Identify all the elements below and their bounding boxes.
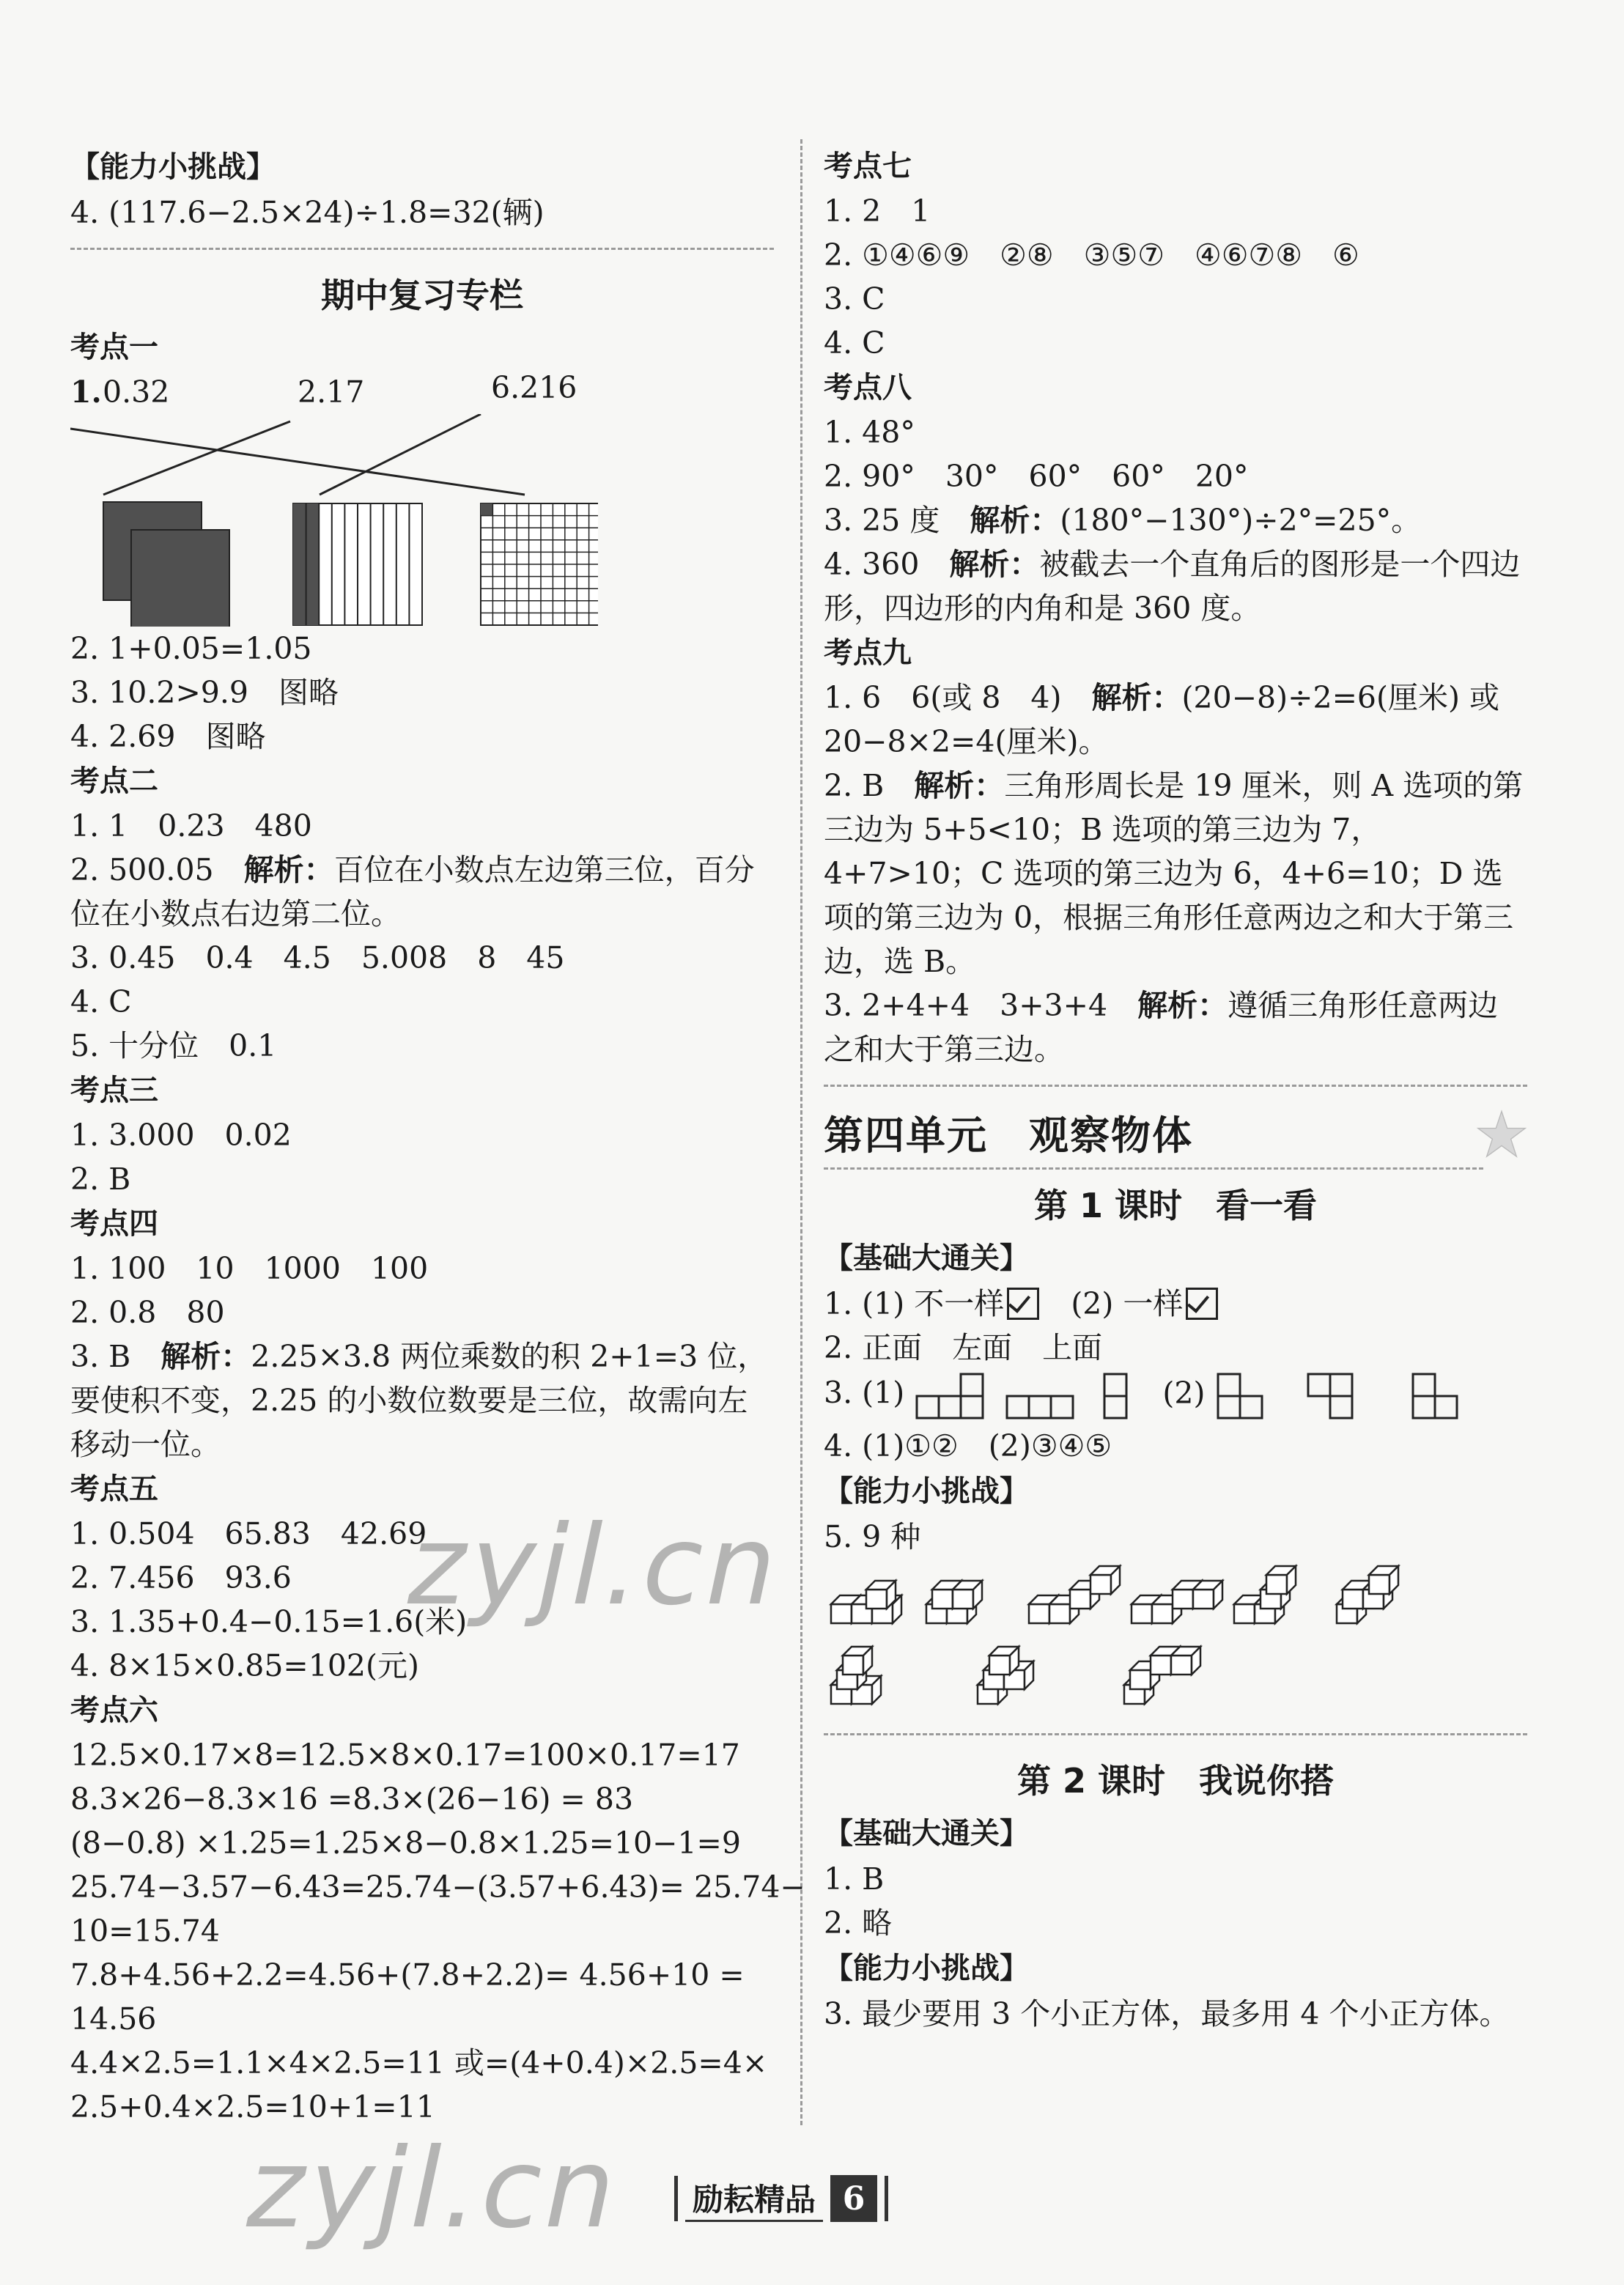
arrangement-2: [926, 1581, 982, 1623]
kd1-title: 考点一: [70, 331, 158, 364]
kd8-q2: 2. 90° 30° 60° 60° 20°: [824, 459, 1249, 494]
page-number: 6: [830, 2175, 877, 2222]
kd5-q4: 4. 8×15×0.85=102(元): [70, 1648, 420, 1683]
analysis-label: 解析：: [243, 852, 334, 887]
lesson1-basic-label: 【基础大通关】: [824, 1241, 1029, 1275]
kd1-q3: 3. 10.2>9.9 图略: [70, 675, 339, 710]
q-number: 1.: [70, 374, 102, 410]
kd6-line: 10=15.74: [70, 1913, 220, 1949]
kd4-q3: [70, 1335, 774, 1466]
kd6-line: 4.4×2.5=1.1×4×2.5=11 或=(4+0.4)×2.5=4×: [70, 2045, 768, 2081]
unit-underline: [824, 1167, 1483, 1170]
kd6-line: 7.8+4.56+2.2=4.56+(7.8+2.2)= 4.56+10 =: [70, 1957, 745, 1993]
analysis-text: 被截去一个直角后的图形是一个四边形，四边形的内角和是 360 度。: [824, 547, 1521, 626]
kd6-line: (8−0.8) ×1.25=1.25×8−0.8×1.25=10−1=9: [70, 1826, 741, 1861]
lesson2-q3: 3. 最少要用 3 个小正方体，最多用 4 个小正方体。: [824, 1996, 1510, 2031]
analysis-label: 解析：: [160, 1339, 251, 1374]
matching-figure: [70, 414, 598, 627]
analysis-label: 解析：: [1137, 988, 1228, 1023]
analysis-label: 解析：: [914, 768, 1005, 803]
q1-part2: (2) 一样: [1071, 1286, 1184, 1321]
kd6-line: 14.56: [70, 2001, 157, 2037]
view-shape-5: [1305, 1370, 1386, 1421]
value-2-17: 2.17: [298, 374, 365, 410]
kd5-q1: 1. 0.504 65.83 42.69: [70, 1516, 427, 1551]
section-divider: [824, 1733, 1527, 1735]
answer: 2. B: [824, 768, 915, 803]
cube-arrangements-figure: [824, 1559, 1498, 1713]
kd2-q2: [70, 848, 774, 936]
analysis-label: 解析：: [949, 547, 1040, 582]
kd9-q3: [824, 983, 1527, 1071]
kd2-q5: 5. 十分位 0.1: [70, 1028, 277, 1063]
lesson2-challenge-label: 【能力小挑战】: [824, 1952, 1029, 1985]
lesson2-basic-label: 【基础大通关】: [824, 1817, 1029, 1850]
kd2-q1: 1. 1 0.23 480: [70, 808, 312, 844]
value-0-32: 0.32: [103, 374, 170, 410]
analysis-text: (20−8)÷2=6(厘米) 或 20−8×2=4(厘米)。: [824, 680, 1500, 759]
hundredths-grid: [481, 503, 598, 625]
answer: 3. 2+4+4 3+3+4: [824, 988, 1138, 1023]
section-divider: [824, 1085, 1527, 1087]
lesson1-q1: [824, 1282, 1527, 1326]
q3-part1: 3. (1): [824, 1375, 905, 1411]
view-shape-4: [1215, 1370, 1274, 1421]
answer: 4. 360: [824, 547, 950, 582]
unit-title: 第四单元 观察物体: [824, 1112, 1193, 1159]
page-footer: [674, 2169, 888, 2228]
view-shape-1: [914, 1370, 994, 1421]
kd2-title: 考点二: [70, 764, 158, 798]
challenge-label: 【能力小挑战】: [70, 150, 276, 184]
watermark: zyjl.cn: [396, 1502, 794, 1630]
q1-part1: 1. (1) 不一样: [824, 1286, 1005, 1321]
arrangement-1: [831, 1581, 901, 1623]
lesson1-q4: 4. (1)①② (2)③④⑤: [824, 1428, 1112, 1463]
lesson1-q5: 5. 9 种: [824, 1519, 921, 1554]
answer: 3. B: [70, 1339, 161, 1374]
lesson1-q2: 2. 正面 左面 上面: [824, 1330, 1103, 1365]
value-6-216: 6.216: [491, 370, 577, 405]
analysis-text: (180°−130°)÷2°=25°。: [1060, 503, 1422, 538]
section-divider: [70, 248, 774, 250]
kd7-q3: 3. C: [824, 281, 885, 317]
kd7-q2: 2. ①④⑥⑨ ②⑧ ③⑤⑦ ④⑥⑦⑧ ⑥: [824, 237, 1359, 273]
view-shape-3: [1094, 1370, 1138, 1421]
kd3-q1: 1. 3.000 0.02: [70, 1118, 292, 1153]
lesson1-title: 第 1 课时 看一看: [1033, 1186, 1318, 1225]
kd1-q1: [70, 370, 774, 414]
kd8-q4: [824, 542, 1527, 630]
arrangement-6: [1337, 1566, 1398, 1623]
analysis-text: 三角形周长是 19 厘米，则 A 选项的第三边为 5+5<10；B 选项的第三边为 7，4+7>10；C 选项的第三边为 6，4+6=10；D 选项的第三边为 0，根据三角形任意两边之和大于第三边，选 B。: [824, 768, 1524, 979]
analysis-label: 解析：: [970, 503, 1060, 538]
unit-header: [824, 1103, 1527, 1176]
column-divider: [800, 139, 802, 2125]
answer: 3. 25 度: [824, 503, 970, 538]
lesson1-challenge-label: 【能力小挑战】: [824, 1474, 1029, 1508]
kd1-q4: 4. 2.69 图略: [70, 719, 266, 754]
view-shape-6: [1410, 1370, 1476, 1421]
analysis-label: 解析：: [1091, 680, 1182, 715]
kd9-title: 考点九: [824, 636, 912, 670]
kd2-q3: 3. 0.45 0.4 4.5 5.008 8 45: [70, 940, 565, 975]
kd9-q1: [824, 676, 1527, 764]
q3-part2: (2): [1162, 1375, 1206, 1411]
analysis-text: 遵循三角形任意两边之和大于第三边。: [824, 988, 1499, 1067]
arrangement-7: [831, 1647, 881, 1704]
kd9-q2: [824, 764, 1527, 983]
left-column: [70, 144, 805, 2129]
kd8-q1: 1. 48°: [824, 415, 915, 450]
checkmark-icon: [1186, 1288, 1218, 1320]
analysis-text: 百位在小数点左边第三位，百分位在小数点右边第二位。: [70, 852, 755, 931]
kd6-line: 25.74−3.57−6.43=25.74−(3.57+6.43)= 25.74−: [70, 1869, 805, 1905]
kd3-q2: 2. B: [70, 1162, 131, 1197]
arrangement-5: [1234, 1566, 1296, 1623]
view-shape-2: [1004, 1370, 1085, 1421]
lesson1-q3: [824, 1370, 1527, 1424]
analysis-text: 2.25×3.8 两位乘数的积 2+1=3 位，要使积不变，2.25 的小数位数要是三位，故需向左移动一位。: [70, 1339, 768, 1462]
kd5-q2: 2. 7.456 93.6: [70, 1560, 292, 1595]
kd8-title: 考点八: [824, 371, 912, 405]
right-column: [824, 144, 1527, 2036]
kd7-q4: 4. C: [824, 325, 885, 361]
arrangement-3: [1029, 1566, 1120, 1623]
kd3-title: 考点三: [70, 1074, 158, 1107]
kd4-q1: 1. 100 10 1000 100: [70, 1251, 429, 1286]
kd5-title: 考点五: [70, 1472, 158, 1506]
lesson2-q1: 1. B: [824, 1861, 885, 1897]
tenths-grid: [293, 503, 422, 625]
review-title: 期中复习专栏: [321, 276, 523, 315]
kd7-q1: 1. 2 1: [824, 193, 931, 229]
answer: 2. 500.05: [70, 852, 244, 887]
kd6-title: 考点六: [70, 1694, 158, 1727]
brand-name: 励耘精品: [685, 2176, 823, 2222]
arrangement-4: [1132, 1581, 1222, 1623]
kd4-title: 考点四: [70, 1207, 158, 1241]
kd6-line: 2.5+0.4×2.5=10+1=11: [70, 2089, 435, 2125]
kd6-line: 12.5×0.17×8=12.5×8×0.17=100×0.17=17: [70, 1738, 740, 1773]
arrangement-9: [1124, 1647, 1200, 1704]
checkmark-icon: [1007, 1288, 1039, 1320]
kd2-q4: 4. C: [70, 984, 132, 1019]
kd8-q3: [824, 498, 1527, 542]
footer-bar: [885, 2176, 888, 2221]
challenge-answer-4: 4. (117.6−2.5×24)÷1.8=32(辆): [70, 195, 545, 230]
kd1-q2: 2. 1+0.05=1.05: [70, 631, 312, 666]
footer-bar: [674, 2176, 678, 2221]
star-icon: [1476, 1109, 1527, 1160]
watermark: zyjl.cn: [235, 2125, 632, 2253]
lesson2-title: 第 2 课时 我说你搭: [1016, 1761, 1335, 1801]
lesson2-q2: 2. 略: [824, 1905, 893, 1941]
kd7-title: 考点七: [824, 149, 912, 183]
kd6-line: 8.3×26−8.3×16 =8.3×(26−16) = 83: [70, 1782, 634, 1817]
answer: 1. 6 6(或 8 4): [824, 680, 1092, 715]
kd5-q3: 3. 1.35+0.4−0.15=1.6(米): [70, 1604, 468, 1639]
arrangement-8: [978, 1647, 1033, 1704]
kd4-q2: 2. 0.8 80: [70, 1295, 225, 1330]
